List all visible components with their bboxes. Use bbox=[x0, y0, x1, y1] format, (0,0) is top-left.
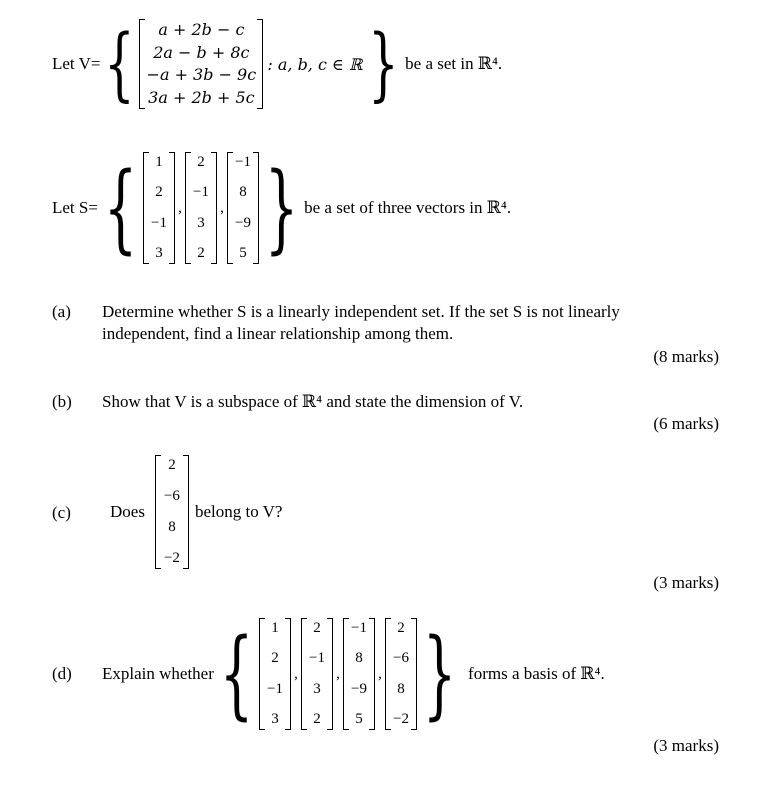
comma: , bbox=[336, 665, 340, 682]
vector-entry: −1 bbox=[266, 680, 283, 697]
set-s-definition bbox=[52, 150, 511, 266]
matrix-row: 3a + 2b + 5c bbox=[148, 87, 255, 107]
set-s-suffix: be a set of three vectors in ℝ⁴. bbox=[304, 198, 512, 217]
set-v-label: Let V= bbox=[52, 54, 101, 73]
question-c-body bbox=[110, 454, 282, 570]
vector-entry: 2 bbox=[155, 184, 163, 201]
left-brace: { bbox=[219, 618, 254, 730]
vector-entry: 3 bbox=[155, 244, 163, 261]
vector-entry: −1 bbox=[193, 184, 210, 201]
question-c-vector bbox=[155, 455, 189, 569]
vector-entry: −1 bbox=[151, 214, 168, 231]
set-v-condition: : a, b, c ∈ ℝ bbox=[267, 54, 363, 74]
vector-entry: 8 bbox=[355, 650, 363, 667]
vector-entry: −2 bbox=[163, 550, 180, 566]
set-s-label: Let S= bbox=[52, 198, 98, 217]
question-b-text: Show that V is a subspace of ℝ⁴ and state the dimension of V. bbox=[102, 392, 524, 411]
question-c-suffix: belong to V? bbox=[194, 502, 283, 521]
vector-d4 bbox=[385, 618, 417, 730]
question-d-marks: (3 marks) bbox=[653, 736, 719, 755]
vector-s3 bbox=[227, 152, 259, 264]
question-d-vectors bbox=[259, 618, 417, 730]
vector-entry: −9 bbox=[235, 214, 252, 231]
comma: , bbox=[378, 665, 382, 682]
vector-entry: −2 bbox=[392, 710, 409, 727]
vector-entry: 2 bbox=[197, 244, 205, 261]
set-s-vectors bbox=[143, 152, 259, 264]
question-a-line2: independent, find a linear relationship among them. bbox=[102, 324, 454, 343]
matrix-row: −a + 3b − 9c bbox=[146, 65, 257, 85]
question-a-line1: Determine whether S is a linearly independent set. If the set S is not linearly bbox=[102, 302, 620, 321]
vector-entry: 2 bbox=[397, 620, 405, 636]
vector-entry: 2 bbox=[313, 710, 321, 727]
vector-entry: 2 bbox=[313, 620, 321, 636]
vector-entry: −1 bbox=[235, 154, 252, 170]
vector-entry: 8 bbox=[397, 680, 405, 697]
comma: , bbox=[178, 199, 182, 216]
vector-entry: 5 bbox=[355, 710, 363, 727]
vector-entry: −6 bbox=[163, 488, 180, 504]
vector-d2 bbox=[301, 618, 333, 730]
vector-entry: 8 bbox=[168, 519, 176, 535]
vector-entry: 3 bbox=[271, 710, 279, 727]
vector-entry: 3 bbox=[313, 680, 321, 697]
vector-entry: 1 bbox=[271, 620, 279, 636]
vector-entry: 2 bbox=[271, 650, 279, 667]
vector-entry: −1 bbox=[350, 620, 367, 636]
question-a-letter: (a) bbox=[52, 302, 71, 321]
vector-entry: 2 bbox=[197, 154, 205, 170]
question-a-marks: (8 marks) bbox=[653, 347, 719, 366]
vector-entry: 2 bbox=[168, 457, 176, 473]
vector-d3 bbox=[343, 618, 375, 730]
left-brace: { bbox=[103, 152, 138, 264]
left-brace: { bbox=[104, 17, 136, 110]
comma: , bbox=[294, 665, 298, 682]
vector-entry: −9 bbox=[350, 680, 367, 697]
vector-s1 bbox=[143, 152, 175, 264]
vector-entry: 3 bbox=[197, 214, 205, 231]
question-d-prefix: Explain whether bbox=[102, 664, 214, 683]
set-v-matrix bbox=[139, 19, 263, 109]
right-brace: } bbox=[368, 17, 399, 110]
question-c-prefix: Does bbox=[110, 502, 145, 521]
right-brace: } bbox=[264, 152, 299, 264]
comma: , bbox=[220, 199, 224, 216]
question-c-letter: (c) bbox=[52, 503, 71, 522]
vector-entry: −1 bbox=[308, 650, 325, 667]
question-d-letter: (d) bbox=[52, 664, 72, 683]
question-b-letter: (b) bbox=[52, 392, 72, 411]
question-b-marks: (6 marks) bbox=[653, 414, 719, 433]
right-brace: } bbox=[422, 618, 457, 730]
question-d-body bbox=[102, 616, 605, 732]
set-v-definition bbox=[52, 18, 502, 110]
vector-entry: 1 bbox=[155, 154, 163, 170]
set-v-suffix: be a set in ℝ⁴. bbox=[405, 54, 503, 73]
vector-s2 bbox=[185, 152, 217, 264]
matrix-row: 2a − b + 8c bbox=[153, 42, 250, 62]
vector-entry: 8 bbox=[239, 184, 247, 201]
matrix-row: a + 2b − c bbox=[158, 20, 245, 39]
vector-entry: −6 bbox=[392, 650, 409, 667]
question-c-marks: (3 marks) bbox=[653, 573, 719, 592]
question-d-suffix: forms a basis of ℝ⁴. bbox=[468, 664, 605, 683]
vector-entry: 5 bbox=[239, 244, 247, 261]
vector-d1 bbox=[259, 618, 291, 730]
